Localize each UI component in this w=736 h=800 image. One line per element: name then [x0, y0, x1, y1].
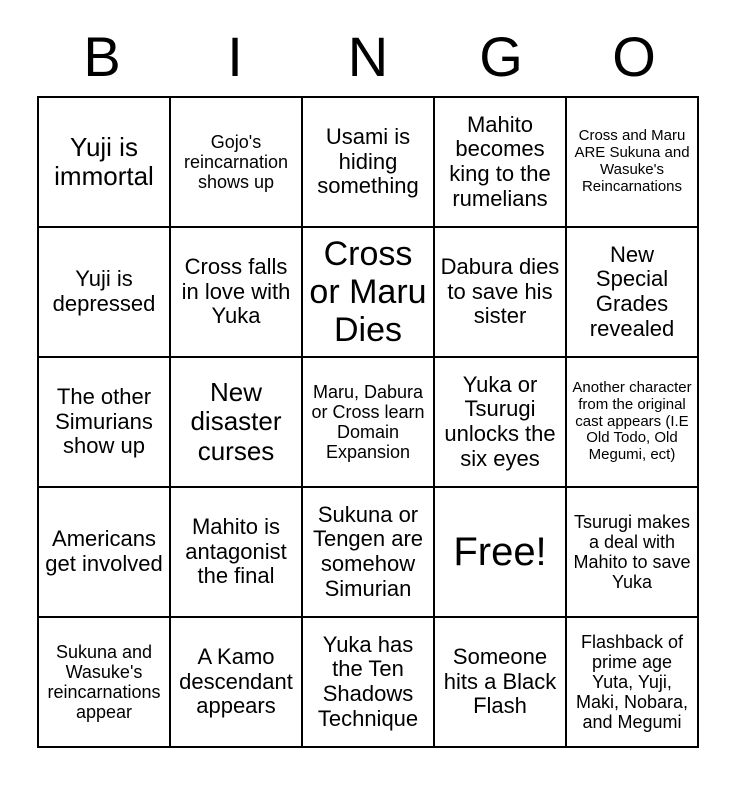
bingo-cell[interactable]: Another character from the original cast appears (I.E Old Todo, Old Megumi, ect)	[566, 357, 698, 487]
bingo-cell-free[interactable]: Free!	[434, 487, 566, 617]
bingo-cell[interactable]: New Special Grades revealed	[566, 227, 698, 357]
bingo-cell[interactable]: Someone hits a Black Flash	[434, 617, 566, 747]
header-letter-o: O	[612, 25, 656, 88]
bingo-cell[interactable]: Cross falls in love with Yuka	[170, 227, 302, 357]
bingo-cell[interactable]: Maru, Dabura or Cross learn Domain Expansion	[302, 357, 434, 487]
bingo-cell[interactable]: Cross and Maru ARE Sukuna and Wasuke's Reincarnations	[566, 97, 698, 227]
bingo-cell[interactable]: Dabura dies to save his sister	[434, 227, 566, 357]
bingo-row	[38, 357, 698, 487]
bingo-cell[interactable]: Yuka or Tsurugi unlocks the six eyes	[434, 357, 566, 487]
bingo-cell[interactable]: Sukuna or Tengen are somehow Simurian	[302, 487, 434, 617]
bingo-cell[interactable]: Mahito is antagonist the final	[170, 487, 302, 617]
bingo-row	[38, 97, 698, 227]
bingo-row	[38, 227, 698, 357]
bingo-cell[interactable]: Sukuna and Wasuke's reincarnations appear	[38, 617, 170, 747]
bingo-cell[interactable]: Cross or Maru Dies	[302, 227, 434, 357]
bingo-cell[interactable]: New disaster curses	[170, 357, 302, 487]
bingo-row	[38, 487, 698, 617]
bingo-header	[38, 26, 698, 88]
header-letter-g: G	[479, 25, 523, 88]
bingo-cell[interactable]: Usami is hiding something	[302, 97, 434, 227]
bingo-cell[interactable]: Gojo's reincarnation shows up	[170, 97, 302, 227]
bingo-cell[interactable]: The other Simurians show up	[38, 357, 170, 487]
header-letter-n: N	[347, 25, 389, 88]
bingo-cell[interactable]: Yuka has the Ten Shadows Technique	[302, 617, 434, 747]
bingo-cell[interactable]: Mahito becomes king to the rumelians	[434, 97, 566, 227]
bingo-cell[interactable]: Tsurugi makes a deal with Mahito to save Yuka	[566, 487, 698, 617]
bingo-cell[interactable]: Yuji is depressed	[38, 227, 170, 357]
bingo-cell[interactable]: Flashback of prime age Yuta, Yuji, Maki, Nobara, and Megumi	[566, 617, 698, 747]
header-letter-b: B	[83, 25, 121, 88]
bingo-cell[interactable]: Yuji is immortal	[38, 97, 170, 227]
bingo-cell[interactable]: A Kamo descendant appears	[170, 617, 302, 747]
bingo-row	[38, 617, 698, 747]
bingo-cell[interactable]: Americans get involved	[38, 487, 170, 617]
bingo-grid	[37, 96, 699, 748]
header-letter-i: I	[227, 25, 243, 88]
